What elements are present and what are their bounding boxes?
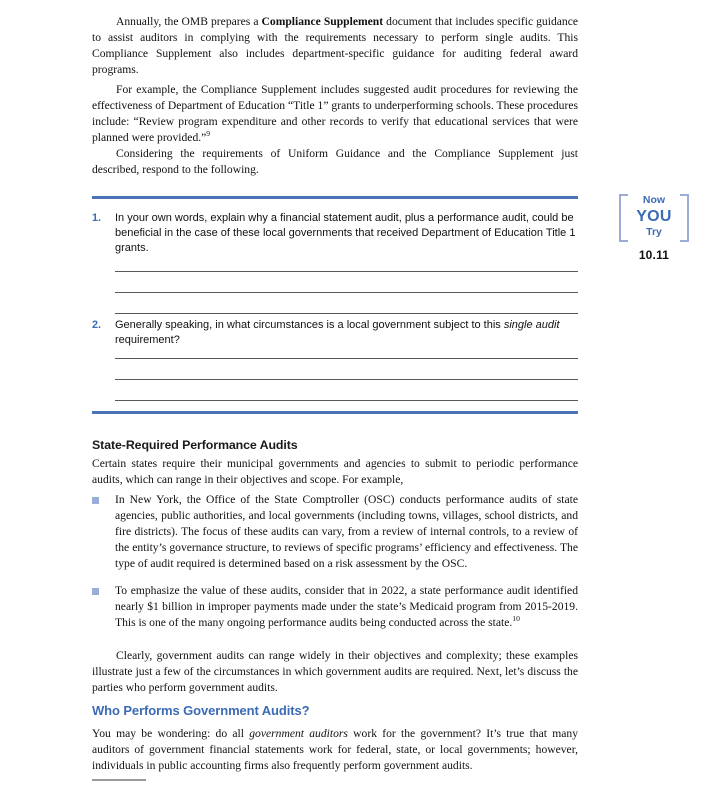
intro-paragraph-3: Considering the requirements of Uniform Guidance and the Compliance Supplement just described, respond to the following.: [92, 147, 578, 177]
question-item-1: [92, 211, 578, 256]
answer-line-2-2[interactable]: [115, 379, 578, 380]
answer-line-1-3[interactable]: [115, 313, 578, 314]
who-performs-paragraph: [92, 726, 578, 774]
who-performs-italic-term: government auditors: [249, 727, 348, 740]
question-1-number: 1.: [92, 212, 102, 224]
now-you-try-line-try: Try: [646, 226, 662, 238]
who-performs-part-2: work for the government? It’s true that many auditors of government financial statements work for federal, state, or local governments; however, individuals in public accounting firms also frequently perform government audits.: [92, 727, 578, 773]
list-item: [92, 583, 578, 631]
list-item: [92, 492, 578, 572]
question-item-2: [92, 318, 578, 348]
question-2-text-part-2: requirement?: [115, 334, 180, 346]
bullet-1-text: In New York, the Office of the State Comptroller (OSC) conducts performance audits of state agencies, public authorities, and local governments (including towns, villages, school districts, and fire districts). The focus of these audits can vary, from a review of internal controls, to a review of the entity’s governance structure, to reviews of specific programs’ efficiency and effectiveness. The type of audit required is determined based on a risk assessment by the OSC.: [115, 493, 578, 571]
answer-line-1-2[interactable]: [115, 292, 578, 293]
state-required-closing-container: [92, 648, 578, 696]
now-you-try-brackets: [617, 192, 691, 241]
intro-paragraph-3-container: [92, 146, 578, 178]
answer-line-2-1[interactable]: [115, 358, 578, 359]
intro-paragraph-1: [92, 14, 578, 78]
question-2-text-italic: single audit: [503, 319, 560, 331]
heading-state-required-performance-audits: State-Required Performance Audits: [92, 438, 298, 452]
list-item-text-2: [115, 583, 578, 631]
state-required-intro-container: [92, 456, 578, 488]
section-divider-bottom: [92, 411, 578, 414]
section-divider-top: [92, 196, 578, 199]
intro-paragraph-2: [92, 82, 578, 146]
square-bullet-icon: [92, 583, 115, 631]
question-2-text: [115, 318, 578, 348]
intro-paragraph-2-container: [92, 82, 578, 146]
now-you-try-line-you: YOU: [636, 208, 672, 225]
who-performs-paragraph-container: [92, 726, 578, 774]
square-bullet-icon: [92, 492, 115, 572]
now-you-try-line-now: Now: [642, 194, 666, 206]
now-you-try-badge: [617, 192, 691, 262]
question-1-text: [115, 211, 578, 256]
question-2-number: 2.: [92, 319, 102, 331]
intro-paragraph-1-container: [92, 14, 578, 78]
intro-p1-bold-term: Compliance Supplement: [261, 15, 384, 28]
state-required-closing: Clearly, government audits can range widely in their objectives and complexity; these examples illustrate just a few of the circumstances in which government audits are required. Next, let’s discuss the parties who perform government audits.: [92, 649, 578, 695]
who-performs-part-1: You may be wondering: do all: [92, 727, 250, 740]
footnote-marker-10: 10: [512, 614, 520, 624]
heading-who-performs-government-audits: Who Performs Government Audits?: [92, 703, 310, 718]
answer-line-1-1[interactable]: [115, 271, 578, 272]
list-item-text-1: [115, 492, 578, 572]
intro-p1-prefix: Annually, the OMB prepares a: [116, 15, 262, 28]
answer-line-2-3[interactable]: [115, 400, 578, 401]
intro-p2-main: For example, the Compliance Supplement includes suggested audit procedures for reviewing the effectiveness of Department of Education “Title 1” grants to underperforming schools. These procedures include: “Review program expenditure and other records to verify that educational services that were planned were provided.”: [92, 83, 578, 145]
bullet-2-text: To emphasize the value of these audits, consider that in 2022, a state performance audit identified nearly $1 billion in improper payments made under the state’s Medicaid program from 2015-2019. This is one of the many ongoing performance audits being conducted across the state.: [115, 584, 578, 630]
intro-p1-suffix: document that includes specific guidance to assist auditors in complying with the requirements necessary to perform single audits. This Compliance Supplement also includes department-specific guidance for auditing federal award programs.: [92, 15, 578, 77]
question-2-text-part-1: Generally speaking, in what circumstances is a local government subject to this: [115, 319, 504, 331]
now-you-try-number: 10.11: [638, 248, 670, 262]
footnote-marker-9: 9: [206, 129, 211, 139]
footnote-separator-rule: [92, 779, 146, 781]
state-required-intro: Certain states require their municipal governments and agencies to submit to periodic performance audits, which can range in their objectives and scope. For example,: [92, 457, 578, 487]
question-1-text-part-1: In your own words, explain why a financial statement audit, plus a performance audit, could be beneficial in the case of these local governments that received Department of Education Title 1 grants.: [115, 212, 576, 254]
